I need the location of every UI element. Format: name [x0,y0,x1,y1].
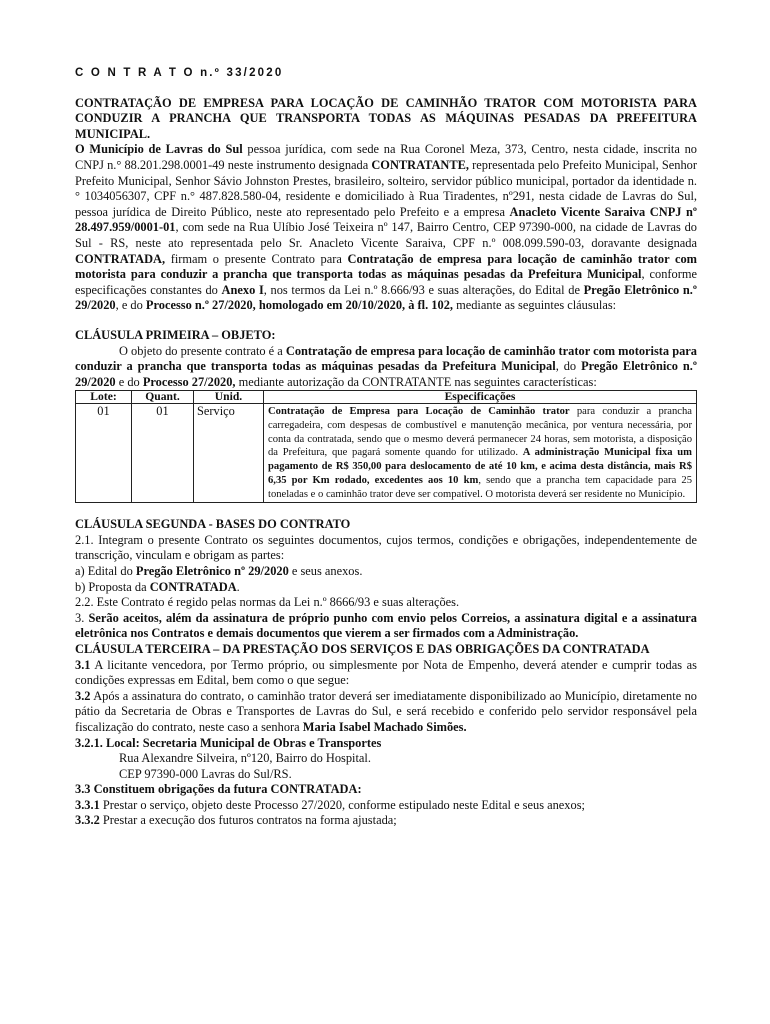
contract-title: CONTRATAÇÃO DE EMPRESA PARA LOCAÇÃO DE CAMINHÃO TRATOR COM MOTORISTA PARA CONDUZIR A PRANCHA QUE TRANSPORTA TODAS AS MÁQUINAS PESADAS DA PREFEITURA MUNICIPAL. [75,95,697,141]
clause-3-1: 3.1 A licitante vencedora, por Termo próprio, ou simplesmente por Nota de Empenho, deverá atender e cumprir todas as condições expressas em Edital, bem como o que segue: [75,657,697,688]
cell-lote: 01 [76,404,132,503]
clause-3-3-1: 3.3.1 Prestar o serviço, objeto deste Processo 27/2020, conforme estipulado neste Edital e seus anexos; [75,797,585,812]
text-run: Contratação de empresa para locação de caminhão trator com motorista para conduzir a prancha que transporta todas as máquinas pesadas da Prefeitura Municipal [75,251,697,282]
header-spec: Especificações [264,391,697,404]
clause-2-2: 2.2. Este Contrato é regido pelas normas da Lei n.º 8666/93 e suas alterações. [75,595,460,610]
text-run: Anexo I [221,282,264,297]
text-run: mediante as seguintes cláusulas: [453,298,617,313]
table-row [76,404,697,503]
header-unid: Unid. [194,391,264,404]
text-run: , com sede na Rua Ulíbio José Teixeira nº 147, Bairro Centro, CEP 97390-000, na cidade de Lavras do Sul - RS, neste ato representada pelo Sr. Anacleto Vicente Saraiva, CPF n.º 008.099.590-03, doravante designada [75,220,697,250]
text-run: , nos termos da Lei n.º 8.666/93 e suas alterações, do Edital de [263,282,584,297]
text-run: CONTRATANTE, [371,157,470,172]
text-run: mediante autorização da CONTRATANTE nas seguintes características: [235,374,597,389]
cell-unid: Serviço [194,404,264,503]
header-quant: Quant. [132,391,194,404]
items-table [75,390,697,503]
text-run: e do [115,374,143,389]
cell-spec [264,404,697,503]
contract-page [75,66,697,829]
clause-2-1: 2.1. Integram o presente Contrato os seguintes documentos, cujos termos, condições e obrigações, independentemente de transcrição, vinculam e obrigam as partes: [75,532,697,563]
clause-3-2-1: 3.2.1. Local: Secretaria Municipal de Obras e Transportes [75,735,382,750]
clause-3-2: 3.2 Após a assinatura do contrato, o caminhão trator deverá ser imediatamente disponibilizado ao Município, diretamente no pátio da Secretaria de Obras e Transportes de Lavras do Sul, e será recebido e conferido pelo servidor responsável pela fiscalização do contrato, neste caso a senhora Maria Isabel Machado Simões. [75,688,697,734]
text-run: Pregão Eletrônico n.º 29/2020 [75,359,697,389]
contract-preamble [75,142,697,314]
text-run: , do [555,359,582,374]
text-run: Anacleto Vicente Saraiva CNPJ nº 28.497.959/0001-01 [75,204,697,235]
text-run: CONTRATADA, [75,251,166,266]
clause-3-3-2: 3.3.2 Prestar a execução dos futuros contratos na forma ajustada; [75,813,397,828]
clause-2-heading: CLÁUSULA SEGUNDA - BASES DO CONTRATO [75,517,351,532]
text-run: Pregão Eletrônico n.º 29/2020 [75,282,697,313]
cell-quant: 01 [132,404,194,503]
clause-2-3: 3. Serão aceitos, além da assinatura de próprio punho com envio pelos Correios, a assinatura digital e a assinatura eletrônica nos Contratos e demais documentos que vierem a ser firmados com a Administração. [75,610,698,641]
text-run: O Município de Lavras do Sul [75,142,243,157]
clause-3-3: 3.3 Constituem obrigações da futura CONTRATADA: [75,782,362,797]
table-header-row [76,391,697,404]
text-run: , e do [115,298,146,313]
address-line-1: Rua Alexandre Silveira, nº120, Bairro do Hospital. [119,751,371,766]
contract-number: C O N T R A T O n.º 33/2020 [75,67,284,79]
text-run: Contratação de Empresa para Locação de Caminhão trator [268,406,570,418]
text-run: Processo n.º 27/2020, homologado em 20/10/2020, à fl. 102, [145,298,453,313]
text-run: , sendo que a prancha tem capacidade para 25 toneladas e o caminhão trator deve ser compatível. O motorista deverá ser residente no Município. [268,474,692,500]
clause-2-b: b) Proposta da CONTRATADA. [75,579,240,594]
text-run: para conduzir a prancha carregadeira, com despesas de combustível e manutenção mecânica, por ventura necessária, por conta da contratada, sendo que o mesmo deverá permanecer 24 horas, sem motorista, a disposição da Prefeitura, que pagará somente quando for utilizado. [268,406,692,459]
text-run: pessoa jurídica, com sede na Rua Coronel Meza, 373, Centro, nesta cidade, inscrita no CNPJ n.° 88.201.298.0001-49 neste instrumento designada [75,142,697,172]
text-run: Contratação de empresa para locação de caminhão trator com motorista para conduzir a prancha que transporta todas as máquinas pesadas da Prefeitura Municipal [75,343,697,374]
text-run: A administração Municipal fixa um pagamento de R$ 350,00 para deslocamento de até 10 km, e acima desta distância, mais R$ 6,35 por Km rodado, excedentes aos 10 km [268,447,692,486]
text-run: Processo 27/2020, [142,374,236,389]
clause-1-text [75,344,697,391]
clause-1-heading: CLÁUSULA PRIMEIRA – OBJETO: [75,327,276,342]
text-run: , conforme especificações constantes do [75,267,698,297]
clause-3-heading: CLÁUSULA TERCEIRA – DA PRESTAÇÃO DOS SERVIÇOS E DAS OBRIGAÇÕES DA CONTRATADA [75,641,650,656]
text-run: firmam o presente Contrato para [165,251,348,266]
clause-2-a: a) Edital do Pregão Eletrônico nº 29/2020 e seus anexos. [75,563,363,578]
text-run: representada pelo Prefeito Municipal, Senhor Prefeito Municipal, Senhor Sávio Johnston Prestes, brasileiro, solteiro, servidor público municipal, portador da identidade n.° 1034056307, CPF n.° 487.828.580-04, residente e domiciliado à Rua Tiradentes, nº291, nesta cidade de Lavras do Sul, pessoa jurídica de Direito Público, neste ato representado pelo Prefeito e a empresa [75,157,697,219]
text-run: O objeto do presente contrato é a [119,343,286,358]
address-line-2: CEP 97390-000 Lavras do Sul/RS. [119,766,292,781]
header-lote: Lote: [76,391,132,404]
